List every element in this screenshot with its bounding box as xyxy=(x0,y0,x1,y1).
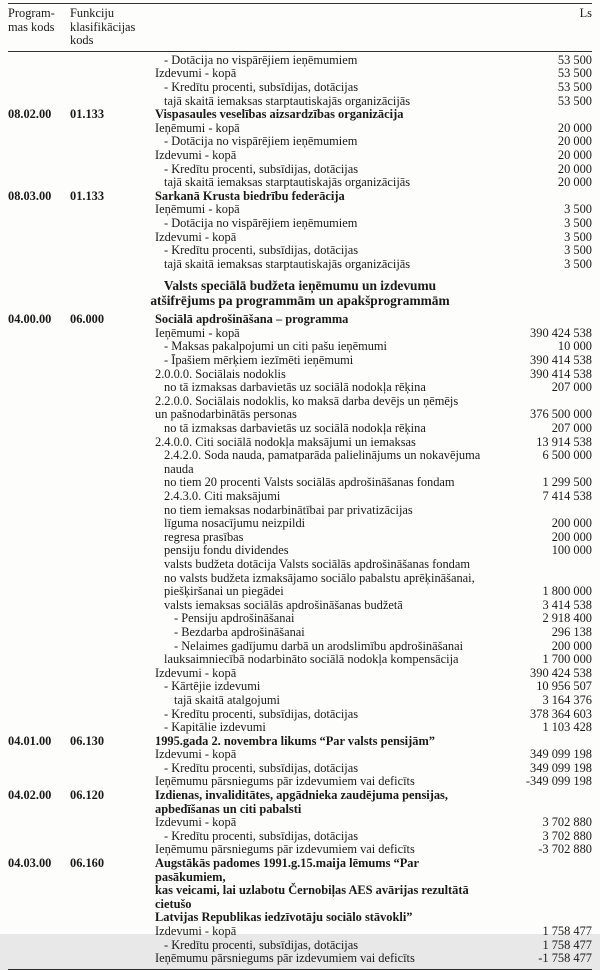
row-amount: -3 702 880 xyxy=(538,842,592,857)
row-description: no valsts budžeta izmaksājamo sociālo pabalstu aprēķināšanai, xyxy=(164,570,475,585)
header-line: Program- xyxy=(8,6,55,20)
row-amount: 20 000 xyxy=(557,120,592,135)
table-row xyxy=(8,748,592,762)
row-amount: 20 000 xyxy=(557,175,592,190)
row-description: - Kredītu procenti, subsīdijas, dotācijas xyxy=(164,243,359,258)
table-row xyxy=(8,449,592,476)
row-description: Izdevumi - kopā xyxy=(155,747,237,762)
table-row xyxy=(8,490,592,504)
table-row xyxy=(8,640,592,654)
row-description: - Kredītu procenti, subsīdijas, dotācijas xyxy=(164,937,359,952)
row-amount: 207 000 xyxy=(551,380,592,395)
row-description: - Kredītu procenti, subsīdijas, dotācijas xyxy=(164,706,359,721)
row-description: Sarkanā Krusta biedrību federācija xyxy=(155,188,345,203)
row-amount: 2 918 400 xyxy=(542,611,592,626)
function-code: 06.000 xyxy=(70,312,105,327)
section-heading-line: Valsts speciālā budžeta ieņēmumu un izdevumu xyxy=(163,278,437,294)
row-description: valsts budžeta dotācija Valsts sociālās apdrošināšanas fondam xyxy=(164,556,471,571)
table-row xyxy=(8,517,592,531)
table-row xyxy=(8,313,592,327)
table-row xyxy=(8,408,592,422)
row-amount: 390 414 538 xyxy=(530,353,592,368)
table-row xyxy=(8,368,592,382)
table-row xyxy=(8,135,592,149)
row-description: Izdevumi - kopā xyxy=(155,229,237,244)
row-description: Vispasaules veselības aizsardzības organizācija xyxy=(155,107,404,122)
row-description: Izdevumi - kopā xyxy=(155,815,237,830)
table-row xyxy=(8,395,592,409)
table-row xyxy=(8,721,592,735)
table-row xyxy=(8,95,592,109)
row-amount: 3 500 xyxy=(564,229,592,244)
table-header xyxy=(8,3,592,52)
row-amount: 10 956 507 xyxy=(536,679,592,694)
row-description: - Kredītu procenti, subsīdijas, dotācijas xyxy=(164,760,359,775)
row-amount: 349 099 198 xyxy=(530,760,592,775)
row-amount: 1 103 428 xyxy=(542,720,592,735)
table-row xyxy=(8,67,592,81)
row-amount: 53 500 xyxy=(557,52,592,67)
row-description: Ieņēmumi - kopā xyxy=(155,202,240,217)
table-row xyxy=(8,436,592,450)
table-row xyxy=(8,857,592,884)
table-row xyxy=(8,843,592,857)
table-row xyxy=(8,231,592,245)
header-line: klasifikācijas xyxy=(70,19,136,34)
table-row xyxy=(8,626,592,640)
program-code: 04.00.00 xyxy=(8,312,52,327)
row-description: tajā skaitā atalgojumi xyxy=(174,692,280,707)
function-code: 01.133 xyxy=(70,188,105,203)
row-amount: 378 364 603 xyxy=(530,706,592,721)
row-description: Izdevumi - kopā xyxy=(155,66,237,81)
row-description: 2.0.0.0. Sociālais nodoklis xyxy=(155,366,286,381)
row-description: - Dotācija no vispārējiem ieņēmumiem xyxy=(164,134,358,149)
row-amount: 1 299 500 xyxy=(542,475,592,490)
row-amount: 390 424 538 xyxy=(530,665,592,680)
table-row xyxy=(8,816,592,830)
table-row xyxy=(8,558,592,572)
table-row xyxy=(8,381,592,395)
row-description: - Kredītu procenti, subsīdijas, dotācijas xyxy=(164,79,359,94)
table-row xyxy=(8,149,592,163)
row-description: un pašnodarbinātās personas xyxy=(155,407,297,422)
row-description: - Pensiju apdrošināšanai xyxy=(174,611,295,626)
row-description: - Bezdarba apdrošināšanai xyxy=(174,624,305,639)
program-code: 04.03.00 xyxy=(8,856,52,871)
row-amount: -349 099 198 xyxy=(525,774,592,789)
row-description: - Kredītu procenti, subsīdijas, dotācijas xyxy=(164,161,359,176)
table-row xyxy=(8,122,592,136)
table-row xyxy=(8,708,592,722)
row-amount: 3 702 880 xyxy=(542,828,592,843)
row-description: tajā skaitā iemaksas starptautiskajās organizācijās xyxy=(164,175,411,190)
table-row xyxy=(8,108,592,122)
row-description: - Kapitālie izdevumi xyxy=(164,720,266,735)
row-amount: -1 758 477 xyxy=(538,951,592,966)
row-description: - Dotācija no vispārējiem ieņēmumiem xyxy=(164,52,358,67)
table-row xyxy=(8,830,592,844)
row-description: līguma nosacījumu neizpildi xyxy=(164,516,306,531)
row-description: 2.2.0.0. Sociālais nodoklis, ko maksā darba devējs un ņēmējs xyxy=(155,393,459,408)
row-description: no tā izmaksas darbavietās uz sociālā nodokļa rēķina xyxy=(164,380,426,395)
header-program-code xyxy=(8,7,70,34)
function-code: 06.160 xyxy=(70,856,105,871)
table-row xyxy=(8,789,592,803)
row-description: Sociālā apdrošināšana – programma xyxy=(155,312,349,327)
row-amount: 1 800 000 xyxy=(542,584,592,599)
table-row xyxy=(8,775,592,789)
row-amount: 3 414 538 xyxy=(542,597,592,612)
row-amount: 349 099 198 xyxy=(530,747,592,762)
table-row xyxy=(8,925,592,939)
table-row xyxy=(8,217,592,231)
table-row xyxy=(8,54,592,68)
row-description: Ieņēmumi - kopā xyxy=(155,325,240,340)
row-description: Ieņēmumu pārsniegums pār izdevumiem vai deficīts xyxy=(155,951,415,966)
row-description: kas veicami, lai uzlabotu Černobiļas AES avārijas rezultātā cietušo xyxy=(155,883,469,911)
table-row xyxy=(8,422,592,436)
table-row xyxy=(8,572,592,586)
header-function-code xyxy=(70,7,497,48)
row-description: no tā izmaksas darbavietās uz sociālā nodokļa rēķina xyxy=(164,421,426,436)
row-description: Ieņēmumu pārsniegums pār izdevumiem vai deficīts xyxy=(155,842,415,857)
table-row xyxy=(8,911,592,925)
program-code: 04.01.00 xyxy=(8,733,52,748)
table-row xyxy=(8,612,592,626)
function-code: 01.133 xyxy=(70,107,105,122)
row-amount: 1 700 000 xyxy=(542,652,592,667)
row-description: - Īpašiem mērķiem iezīmēti ieņēmumi xyxy=(164,353,354,368)
table-row xyxy=(8,354,592,368)
row-amount: 7 414 538 xyxy=(542,489,592,503)
row-description: regresa prasības xyxy=(164,529,244,544)
table-row xyxy=(8,190,592,204)
table-body xyxy=(8,52,592,966)
table-row xyxy=(8,531,592,545)
row-amount: 53 500 xyxy=(557,93,592,108)
table-row xyxy=(8,884,592,911)
row-description: - Kārtējie izdevumi xyxy=(164,679,261,694)
table-row xyxy=(8,203,592,217)
row-amount: 20 000 xyxy=(557,134,592,149)
table-row xyxy=(8,81,592,95)
row-description: - Nelaimes gadījumu darbā un arodslimību apdrošināšanai xyxy=(174,638,464,653)
table-row xyxy=(8,544,592,558)
header-line: mas kods xyxy=(8,19,55,34)
table-row xyxy=(8,340,592,354)
row-description: 2.4.3.0. Citi maksājumi xyxy=(164,489,281,503)
row-amount: 3 500 xyxy=(564,202,592,217)
row-description: - Kredītu procenti, subsīdijas, dotācijas xyxy=(164,828,359,843)
table-row xyxy=(8,258,592,272)
row-amount: 53 500 xyxy=(557,66,592,81)
table-row xyxy=(8,952,592,966)
program-code: 08.03.00 xyxy=(8,188,52,203)
table-row xyxy=(8,163,592,177)
table-row xyxy=(8,653,592,667)
function-code: 06.120 xyxy=(70,788,105,803)
header-line: kods xyxy=(70,33,94,48)
row-description: 1995.gada 2. novembra likums “Par valsts pensijām” xyxy=(155,733,435,748)
row-amount: 390 424 538 xyxy=(530,325,592,340)
row-description: Latvijas Republikas iedzīvotāju sociālo stāvokli” xyxy=(155,910,413,925)
row-description: - Dotācija no vispārējiem ieņēmumiem xyxy=(164,215,358,230)
row-amount: 200 000 xyxy=(551,516,592,531)
row-amount: 53 500 xyxy=(557,79,592,94)
row-amount: 376 500 000 xyxy=(530,407,592,422)
row-amount: 1 758 477 xyxy=(542,924,592,938)
row-description: Izdevumi - kopā xyxy=(155,147,237,162)
table-row xyxy=(8,667,592,681)
table-row xyxy=(8,504,592,518)
row-description: Augstākās padomes 1991.g.15.maija lēmums “Par pasākumiem, xyxy=(155,856,419,884)
table-row xyxy=(8,680,592,694)
table-row xyxy=(8,476,592,490)
row-amount: 100 000 xyxy=(551,543,592,558)
row-description: tajā skaitā iemaksas starptautiskajās organizācijās xyxy=(164,93,411,108)
table-row xyxy=(8,244,592,258)
row-amount: 296 138 xyxy=(551,624,592,639)
program-code: 08.02.00 xyxy=(8,107,52,122)
table-row xyxy=(8,939,592,953)
row-description: pensiju fondu dividendes xyxy=(164,543,289,558)
row-amount: 6 500 000 xyxy=(542,448,592,463)
row-amount: 13 914 538 xyxy=(536,434,592,449)
row-amount: 3 500 xyxy=(564,243,592,258)
row-amount: 3 702 880 xyxy=(542,815,592,830)
table-row xyxy=(8,599,592,613)
row-amount: 3 164 376 xyxy=(542,692,592,707)
row-description: 2.4.0.0. Citi sociālā nodokļa maksājumi un iemaksas xyxy=(155,434,416,449)
row-description: tajā skaitā iemaksas starptautiskajās organizācijās xyxy=(164,256,411,271)
table-row xyxy=(8,803,592,817)
table-row xyxy=(8,694,592,708)
row-amount: 20 000 xyxy=(557,161,592,176)
row-description: no tiem iemaksas nodarbinātībai par privatizācijas xyxy=(164,502,413,517)
row-description: Izdevumi - kopā xyxy=(155,924,237,938)
row-description: piešķiršanai un piegādei xyxy=(164,584,284,599)
row-description: Ieņēmumu pārsniegums pār izdevumiem vai deficīts xyxy=(155,774,415,789)
row-description: lauksaimniecībā nodarbināto sociālā nodokļa kompensācija xyxy=(164,652,459,667)
table-row xyxy=(8,735,592,749)
row-description: Ieņēmumi - kopā xyxy=(155,120,240,135)
row-amount: 3 500 xyxy=(564,215,592,230)
header-line: Funkciju xyxy=(70,6,115,20)
table-row xyxy=(8,176,592,190)
row-amount: 207 000 xyxy=(551,421,592,436)
section-heading-line: atšifrējums pa programmām un apakšprogrammām xyxy=(150,293,450,309)
row-description: Izdevumi - kopā xyxy=(155,665,237,680)
table-row xyxy=(8,585,592,599)
table-row xyxy=(8,762,592,776)
table-row xyxy=(8,327,592,341)
row-amount: 200 000 xyxy=(551,638,592,653)
row-amount: 390 414 538 xyxy=(530,366,592,381)
row-amount: 3 500 xyxy=(564,256,592,271)
row-description: - Maksas pakalpojumi un citi pašu ieņēmumi xyxy=(164,339,387,354)
function-code: 06.130 xyxy=(70,733,105,748)
header-currency-label: Ls xyxy=(579,6,592,20)
row-description: apbedīšanas un citi pabalsti xyxy=(155,801,302,816)
row-amount: 10 000 xyxy=(557,339,592,354)
row-description: valsts iemaksas sociālās apdrošināšanas budžetā xyxy=(164,597,403,612)
row-description: 2.4.2.0. Soda nauda, pamatparāda palielinājums un nokavējuma nauda xyxy=(164,448,481,476)
row-amount: 1 758 477 xyxy=(542,937,592,952)
row-amount: 200 000 xyxy=(551,529,592,544)
program-code: 04.02.00 xyxy=(8,788,52,803)
row-description: Izdienas, invaliditātes, apgādnieka zaudējuma pensijas, xyxy=(155,788,448,803)
row-description: no tiem 20 procenti Valsts sociālās apdrošināšanas fondam xyxy=(164,475,455,490)
row-amount: 20 000 xyxy=(557,147,592,162)
